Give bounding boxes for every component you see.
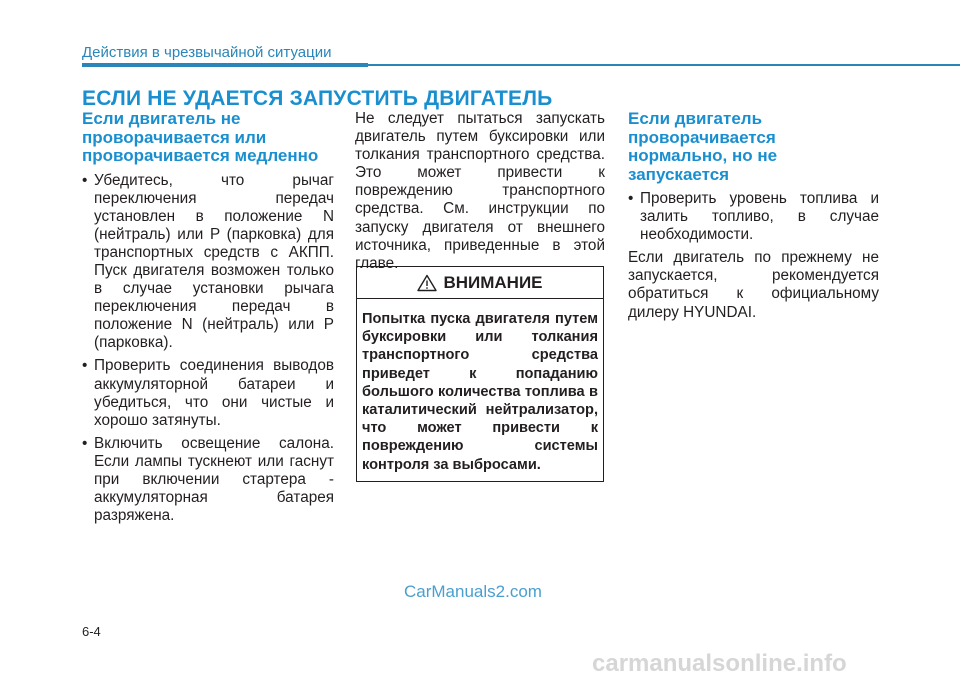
warning-text: Попытка пуска двигателя путем буксировки или толкания транспортного средства приведет к попаданию большого количества топлива в каталитический нейтрализатор, что может привести к повреждению системы контроля за выбросами.: [362, 311, 598, 473]
section-header: Действия в чрезвычайной ситуации: [82, 44, 332, 61]
page-number: 6-4: [82, 624, 101, 639]
warning-triangle-icon: [417, 274, 437, 292]
towing-paragraph: Не следует пытаться запускать двигатель путем буксировки или толкания транспортного средства. Это может привести к повреждению транспортного средства. См. инструкции по запуску двигателя от внешнего источника, приведенные в этой главе.: [355, 110, 605, 272]
list-item: • Проверить соединения выводов аккумуляторной батареи и убедиться, что они чистые и хорошо затянуты.: [82, 357, 334, 429]
page-title: ЕСЛИ НЕ УДАЕТСЯ ЗАПУСТИТЬ ДВИГАТЕЛЬ: [82, 87, 553, 110]
warning-header: [357, 267, 603, 299]
column-middle: [355, 110, 605, 278]
heading-not-cranking: Если двигатель не проворачивается или проворачивается медленно: [82, 109, 319, 165]
watermark: CarManuals2.com: [404, 582, 542, 601]
checklist-right: [628, 190, 879, 244]
dealer-paragraph: Если двигатель по прежнему не запускается, рекомендуется обратиться к официальному дилеру HYUNDAI.: [628, 249, 879, 321]
footer-watermark: carmanualsonline.info: [592, 650, 847, 677]
warning-box: [356, 266, 604, 482]
heading-cranks-no-start: Если двигатель проворачивается нормально, но не запускается: [628, 109, 778, 184]
checklist-left: [82, 172, 334, 526]
warning-title: ВНИМАНИЕ: [443, 272, 543, 292]
column-right: [628, 110, 879, 327]
header-rule-thin: [368, 64, 960, 66]
list-item: • Включить освещение салона. Если лампы тускнеют или гаснут при включении стартера - аккумуляторная батарея разряжена.: [82, 435, 334, 525]
list-item: • Проверить уровень топлива и залить топливо, в случае необходимости.: [628, 190, 879, 244]
column-left: [82, 110, 334, 530]
header-rule-thick: [82, 63, 368, 67]
list-item: • Убедитесь, что рычаг переключения передач установлен в положение N (нейтраль) или P (парковка) для транспортных средств с АКПП. Пуск двигателя возможен только в случае установки рычага переключения передач в положение N (нейтраль) или P (парковка).: [82, 172, 334, 353]
